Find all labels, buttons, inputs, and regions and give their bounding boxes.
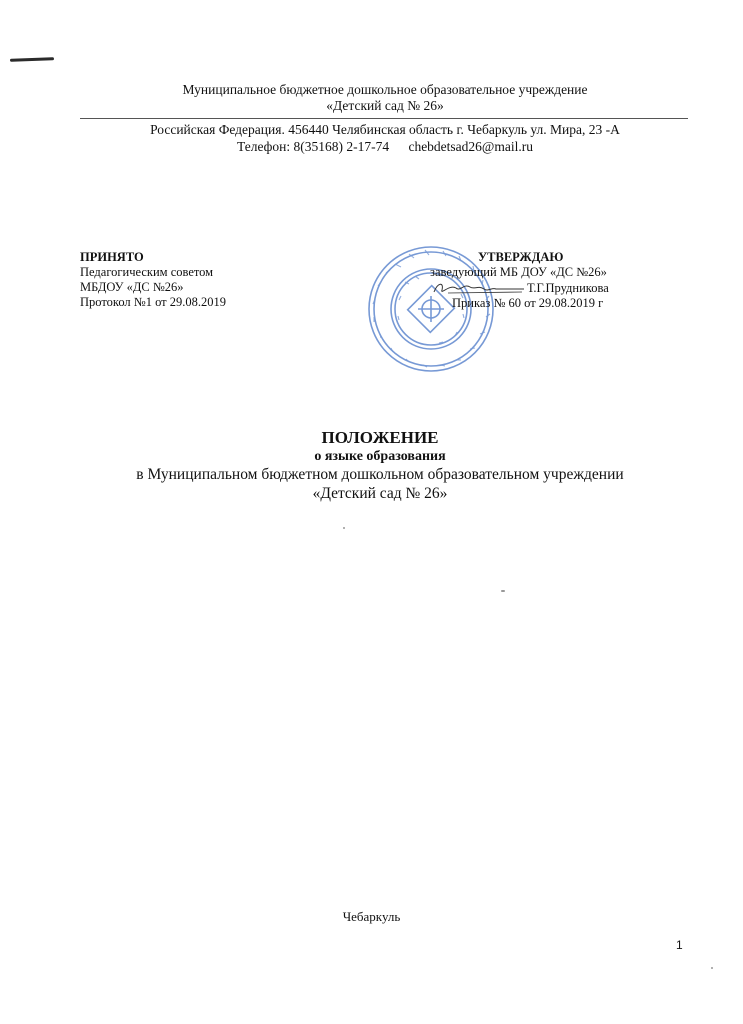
- accepted-block: [80, 250, 226, 310]
- accepted-title: ПРИНЯТО: [80, 250, 144, 264]
- document-line-1: в Муниципальном бюджетном дошкольном образовательном учреждении: [136, 466, 624, 483]
- signature-line: [430, 280, 609, 296]
- address: Российская Федерация. 456440 Челябинская область г. Чебаркуль ул. Мира, 23 -А: [150, 122, 620, 137]
- document-line-2: «Детский сад № 26»: [312, 485, 448, 502]
- letterhead: [80, 82, 690, 114]
- approver-name: Т.Г.Прудникова: [527, 280, 609, 295]
- accepted-line-3: Протокол №1 от 29.08.2019: [80, 295, 227, 309]
- approved-position: заведующий МБ ДОУ «ДС №26»: [430, 265, 607, 279]
- org-type: Муниципальное бюджетное дошкольное образовательное учреждение: [182, 82, 588, 97]
- scan-speck: [343, 527, 345, 529]
- city-name: Чебаркуль: [342, 909, 401, 924]
- document-subtitle: о языке образования: [314, 449, 446, 464]
- accepted-line-1: Педагогическим советом: [80, 265, 214, 279]
- page-number: 1: [676, 938, 683, 952]
- handwritten-signature: [430, 280, 525, 296]
- scan-speck: [711, 967, 713, 969]
- document-title: ПОЛОЖЕНИЕ: [321, 428, 439, 447]
- accepted-line-2: МБДОУ «ДС №26»: [80, 280, 184, 294]
- letterhead-divider: [80, 118, 688, 119]
- approved-order: Приказ № 60 от 29.08.2019 г: [452, 296, 604, 310]
- phone: Телефон: 8(35168) 2-17-74: [237, 139, 390, 154]
- org-name: «Детский сад № 26»: [326, 98, 444, 113]
- scan-artifact-mark: [10, 57, 54, 62]
- document-title-block: [60, 428, 700, 503]
- email-link[interactable]: chebdetsad26@mail.ru: [408, 139, 533, 154]
- contacts-line: [80, 138, 690, 155]
- approved-block: [430, 250, 609, 311]
- contact-block: [80, 121, 690, 155]
- approved-title: УТВЕРЖДАЮ: [478, 250, 564, 264]
- scan-speck: [501, 590, 505, 592]
